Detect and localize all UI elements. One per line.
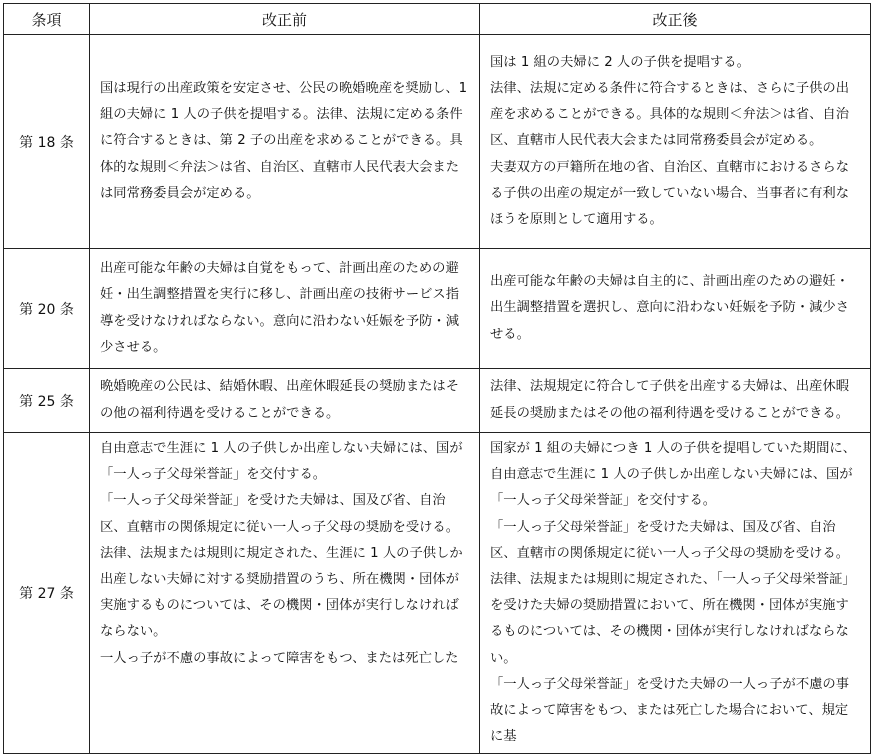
amendment-comparison-table — [3, 3, 871, 754]
before-text — [90, 249, 480, 369]
after-text — [480, 433, 871, 754]
table-row — [4, 35, 871, 249]
paragraph: 国は現行の出産政策を安定させ、公民の晩婚晩産を奨励し、1 組の夫婦に 1 人の子供を提唱する。法律、法規に定める条件に符合するときは、第 2 子の出産を求めることができる。具体的な規則＜弁法＞は省、自治区、直轄市人民代表大会または同常務委員会が定める。 — [100, 80, 468, 201]
header-row — [4, 4, 871, 35]
paragraph: 国は 1 組の夫婦に 2 人の子供を提唱する。 — [490, 54, 750, 70]
paragraph: 法律、法規または規則に規定された、生涯に 1 人の子供しか出産しない夫婦に対する奨励措置のうち、所在機関・団体が実施するものについては、その機関・団体が実行しなければならない。 — [100, 545, 463, 640]
header-article: 条項 — [4, 4, 90, 35]
paragraph: 一人っ子が不慮の事故によって障害をもつ、または死亡した — [100, 650, 459, 666]
before-text — [90, 369, 480, 433]
paragraph: 晩婚晩産の公民は、結婚休暇、出産休暇延長の奨励またはその他の福利待遇を受けることができる。 — [100, 379, 460, 421]
table-row — [4, 433, 871, 754]
before-text — [90, 35, 480, 249]
paragraph: 法律、法規に定める条件に符合するときは、さらに子供の出産を求めることができる。具体的な規則＜弁法＞は省、自治区、直轄市人民代表大会または同常務委員会が定める。 — [490, 80, 850, 149]
after-text — [480, 249, 871, 369]
table-row — [4, 369, 871, 433]
table-row — [4, 249, 871, 369]
paragraph: 出産可能な年齢の夫婦は自覚をもって、計画出産のための避妊・出生調整措置を実行に移し、計画出産の技術サービス指導を受けなければならない。意向に沿わない妊娠を予防・減少させる。 — [100, 261, 460, 355]
paragraph: 夫妻双方の戸籍所在地の省、自治区、直轄市におけるさらなる子供の出産の規定が一致していない場合、当事者に有利なほうを原則として適用する。 — [490, 159, 850, 227]
paragraph: 出産可能な年齢の夫婦は自主的に、計画出産のための避妊・出生調整措置を選択し、意向に沿わない妊娠を予防・減少させる。 — [490, 274, 850, 342]
paragraph: 国家が 1 組の夫婦につき 1 人の子供を提唱していた期間に、自由意志で生涯に 1 人の子供しか出産しない夫婦には、国が「一人っ子父母栄誉証」を交付する。 — [490, 441, 856, 509]
article-number: 第 27 条 — [4, 433, 90, 754]
paragraph: 法律、法規規定に符合して子供を出産する夫婦は、出産休暇延長の奨励またはその他の福利待遇を受けることができる。 — [490, 379, 850, 421]
paragraph: 自由意志で生涯に 1 人の子供しか出産しない夫婦には、国が「一人っ子父母栄誉証」を交付する。 — [100, 441, 463, 483]
header-before: 改正前 — [90, 4, 480, 35]
article-number: 第 18 条 — [4, 35, 90, 249]
after-text — [480, 369, 871, 433]
paragraph: 「一人っ子父母栄誉証」を受けた夫婦は、国及び省、自治区、直轄市の関係規定に従い一人っ子父母の奨励を受ける。 — [100, 493, 460, 535]
paragraph: 「一人っ子父母栄誉証」を受けた夫婦は、国及び省、自治区、直轄市の関係規定に従い一人っ子父母の奨励を受ける。 — [490, 519, 850, 561]
header-after: 改正後 — [480, 4, 871, 35]
article-number: 第 25 条 — [4, 369, 90, 433]
paragraph: 法律、法規または規則に規定された、「一人っ子父母栄誉証」を受けた夫婦の奨励措置において、所在機関・団体が実施するものについては、その機関・団体が実行しなければならない。 — [490, 572, 856, 666]
before-text — [90, 433, 480, 754]
after-text — [480, 35, 871, 249]
article-number: 第 20 条 — [4, 249, 90, 369]
paragraph: 「一人っ子父母栄誉証」を受けた夫婦の一人っ子が不慮の事故によって障害をもつ、または死亡した場合において、規定に基 — [490, 676, 850, 745]
